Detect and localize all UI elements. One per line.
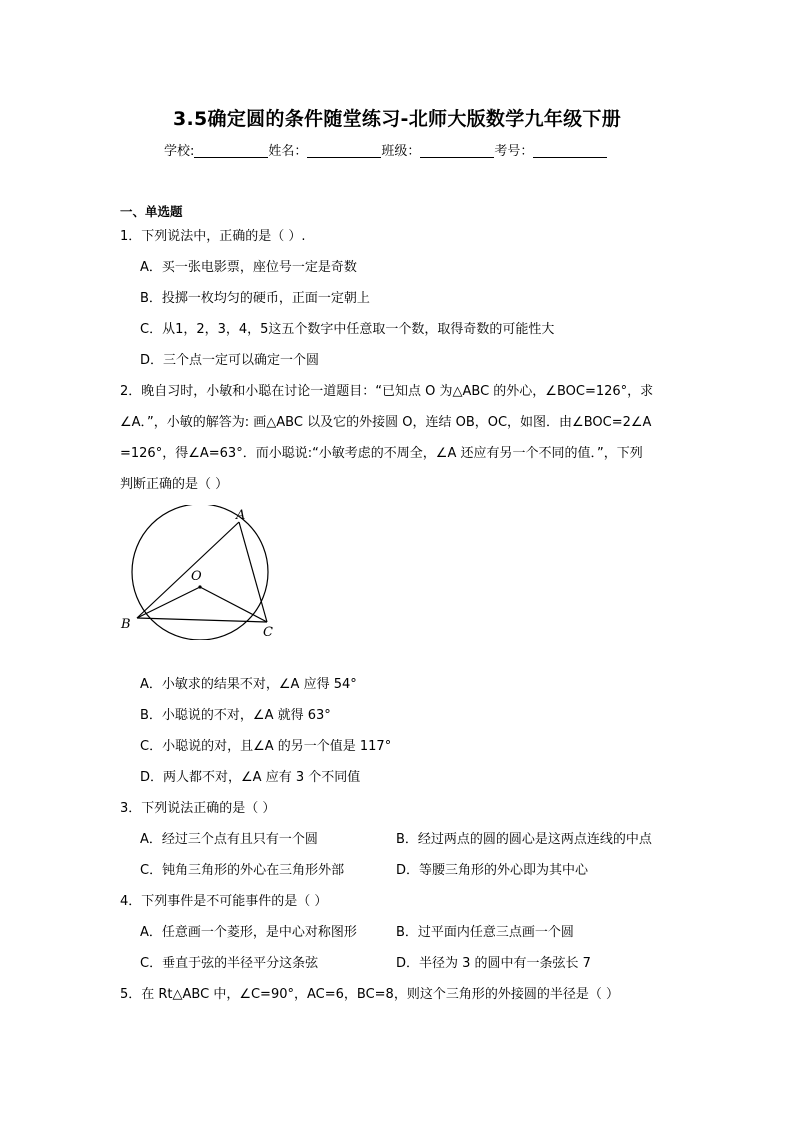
q3-stem: 3．下列说法正确的是（ ） <box>120 801 276 816</box>
q3-option-c[interactable]: C．钝角三角形的外心在三角形外部 <box>140 863 345 878</box>
q3-option-a[interactable]: A．经过三个点有且只有一个圆 <box>140 832 318 847</box>
q4-option-d[interactable]: D．半径为 3 的圆中有一条弦长 7 <box>396 956 591 971</box>
q4-option-b[interactable]: B．过平面内任意三点画一个圆 <box>396 925 574 940</box>
q4-option-a[interactable]: A．任意画一个菱形，是中心对称图形 <box>140 925 357 940</box>
q2-line-2: ∠A．”，小敏的解答为: 画△ABC 以及它的外接圆 O，连结 OB，OC，如图．由∠BOC=2∠A <box>120 415 652 430</box>
number-blank[interactable] <box>533 144 607 158</box>
q2-option-b[interactable]: B．小聪说的不对，∠A 就得 63° <box>140 708 331 723</box>
q3-option-d[interactable]: D．等腰三角形的外心即为其中心 <box>396 863 589 878</box>
q2-option-d[interactable]: D．两人都不对，∠A 应有 3 个不同值 <box>140 770 361 785</box>
number-label: 考号： <box>494 144 534 159</box>
school-label: 学校: <box>164 144 195 159</box>
label-a: A <box>236 508 246 523</box>
name-label: 姓名： <box>268 144 308 159</box>
q5-stem: 5．在 Rt△ABC 中，∠C=90°，AC=6，BC=8，则这个三角形的外接圆的半径是（ ） <box>120 987 619 1002</box>
q1-option-b[interactable]: B．投掷一枚均匀的硬币，正面一定朝上 <box>140 291 370 306</box>
q4-stem: 4．下列事件是不可能事件的是（ ） <box>120 894 328 909</box>
center-point <box>198 585 201 588</box>
circle-figure <box>118 505 288 640</box>
q1-option-d[interactable]: D．三个点一定可以确定一个圆 <box>140 353 320 368</box>
label-b: B <box>121 617 131 632</box>
page-title: 3.5确定圆的条件随堂练习-北师大版数学九年级下册 <box>172 108 622 130</box>
section-heading: 一、单选题 <box>120 204 183 219</box>
q1-option-a[interactable]: A．买一张电影票，座位号一定是奇数 <box>140 260 357 275</box>
q2-option-a[interactable]: A．小敏求的结果不对，∠A 应得 54° <box>140 677 357 692</box>
q4-option-c[interactable]: C．垂直于弦的半径平分这条弦 <box>140 956 319 971</box>
student-info-row <box>164 140 607 159</box>
q2-line-1: 2．晚自习时，小敏和小聪在讨论一道题目：“已知点 O 为△ABC 的外心，∠BOC=126°，求 <box>120 384 654 399</box>
q1-option-c[interactable]: C．从1，2，3，4，5这五个数字中任意取一个数，取得奇数的可能性大 <box>140 322 555 337</box>
label-c: C <box>263 625 273 640</box>
q2-option-c[interactable]: C．小聪说的对，且∠A 的另一个值是 117° <box>140 739 392 754</box>
segment-ob <box>137 587 200 618</box>
class-blank[interactable] <box>420 144 494 158</box>
q2-line-3: =126°，得∠A=63°．而小聪说:“小敏考虑的不周全，∠A 还应有另一个不同的值．”，下列 <box>120 446 643 461</box>
school-blank[interactable] <box>194 144 268 158</box>
segment-ab <box>137 522 239 618</box>
q3-option-b[interactable]: B．经过两点的圆的圆心是这两点连线的中点 <box>396 832 652 847</box>
q2-line-4: 判断正确的是（ ） <box>120 477 229 492</box>
q1-stem: 1．下列说法中，正确的是（ ）. <box>120 229 306 244</box>
name-blank[interactable] <box>307 144 381 158</box>
class-label: 班级： <box>381 144 421 159</box>
segment-ac <box>239 522 267 622</box>
label-o: O <box>191 569 202 584</box>
segment-oc <box>200 587 267 622</box>
